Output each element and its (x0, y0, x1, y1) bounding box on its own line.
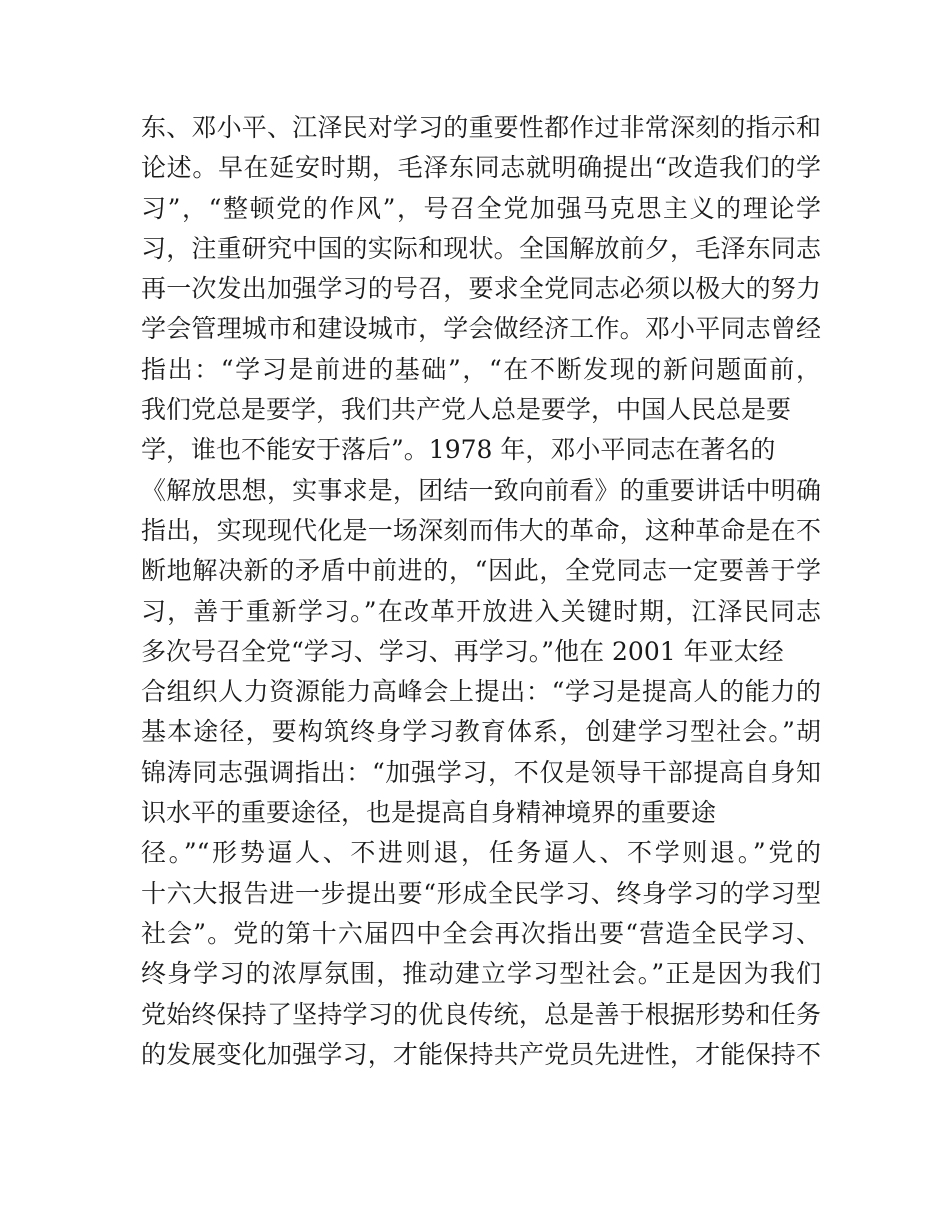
text-line-12: 断地解决新的矛盾中前进的，“因此，全党同志一定要善于学 (141, 556, 821, 586)
text-line-23: 党始终保持了坚持学习的优良传统，总是善于根据形势和任务 (141, 999, 821, 1029)
text-line-1: 东、邓小平、江泽民对学习的重要性都作过非常深刻的指示和 (141, 113, 821, 142)
text-line-24: 的发展变化加强学习，才能保持共产党员先进性，才能保持不 (141, 1039, 821, 1069)
text-line-6: 学会管理城市和建设城市，学会做经济工作。邓小平同志曾经 (141, 314, 821, 344)
text-line-19: 径。”“形势逼人、不进则退，任务逼人、不学则退。”党的 (141, 838, 821, 868)
text-line-22: 终身学习的浓厚氛围，推动建立学习型社会。”正是因为我们 (141, 959, 821, 989)
text-line-9: 学，谁也不能安于落后”。1978 年，邓小平同志在著名的 (141, 435, 776, 465)
text-line-5: 再一次发出加强学习的号召，要求全党同志必须以极大的努力 (141, 274, 821, 304)
text-line-21: 社会”。党的第十六届四中全会再次指出要“营造全民学习、 (141, 918, 821, 948)
text-line-13: 习，善于重新学习。”在改革开放进入关键时期，江泽民同志 (141, 596, 821, 626)
text-line-10: 《解放思想，实事求是，团结一致向前看》的重要讲话中明确 (141, 475, 821, 505)
text-line-7: 指出：“学习是前进的基础”，“在不断发现的新问题面前， (141, 354, 821, 384)
text-line-20: 十六大报告进一步提出要“形成全民学习、终身学习的学习型 (141, 878, 821, 908)
body-text (141, 108, 821, 1075)
text-line-14: 多次号召全党“学习、学习、再学习。”他在 2001 年亚太经 (141, 636, 784, 666)
text-line-3: 习”，“整顿党的作风”，号召全党加强马克思主义的理论学 (141, 193, 821, 223)
text-line-4: 习，注重研究中国的实际和现状。全国解放前夕，毛泽东同志 (141, 233, 821, 263)
text-line-18: 识水平的重要途径，也是提高自身精神境界的重要途 (141, 798, 717, 828)
text-line-16: 基本途径，要构筑终身学习教育体系，创建学习型社会。”胡 (141, 717, 821, 747)
text-line-17: 锦涛同志强调指出：“加强学习，不仅是领导干部提高自身知 (141, 757, 821, 787)
text-line-11: 指出，实现现代化是一场深刻而伟大的革命，这种革命是在不 (141, 515, 821, 545)
text-line-15: 合组织人力资源能力高峰会上提出：“学习是提高人的能力的 (141, 677, 821, 707)
text-line-2: 论述。早在延安时期，毛泽东同志就明确提出“改造我们的学 (141, 153, 821, 183)
text-line-8: 我们党总是要学，我们共产党人总是要学，中国人民总是要 (141, 395, 792, 425)
